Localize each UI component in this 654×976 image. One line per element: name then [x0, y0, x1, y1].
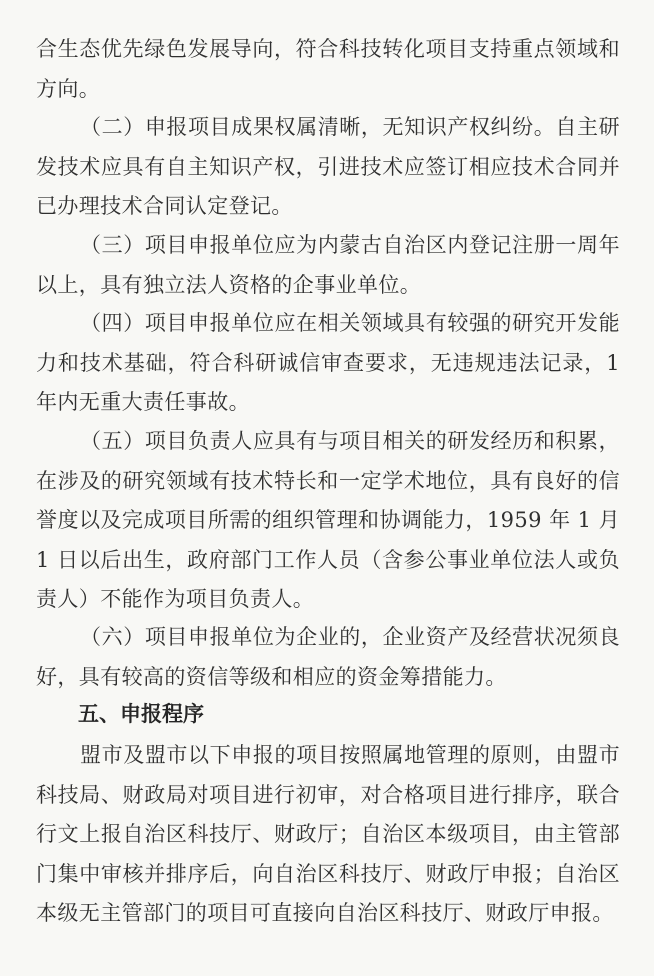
paragraph-item-2: （二）申报项目成果权属清晰，无知识产权纠纷。自主研发技术应具有自主知识产权，引进技术应签订相应技术合同并已办理技术合同认定登记。	[36, 115, 620, 218]
paragraph-item-4: （四）项目申报单位应在相关领域具有较强的研究开发能力和技术基础，符合科研诚信审查要求，无违规违法记录，1 年内无重大责任事故。	[36, 311, 620, 414]
paragraph-procedure: 盟市及盟市以下申报的项目按照属地管理的原则，由盟市科技局、财政局对项目进行初审，对合格项目进行排序，联合行文上报自治区科技厅、财政厅；自治区本级项目，由主管部门集中审核并排序后，向自治区科技厅、财政厅申报；自治区本级无主管部门的项目可直接向自治区科技厅、财政厅申报。	[36, 743, 620, 925]
paragraph-item-6: （六）项目申报单位为企业的，企业资产及经营状况须良好，具有较高的资信等级和相应的资金筹措能力。	[36, 625, 620, 689]
section-heading: 五、申报程序	[78, 702, 204, 726]
paragraph-item-3: （三）项目申报单位应为内蒙古自治区内登记注册一周年以上，具有独立法人资格的企事业单位。	[36, 233, 620, 297]
paragraph-item-5: （五）项目负责人应具有与项目相关的研发经历和积累，在涉及的研究领域有技术特长和一定学术地位，具有良好的信誉度以及完成项目所需的组织管理和协调能力，1959 年 1 月 1 日以后出生，政府部门工作人员（含参公事业单位法人或负责人）不能作为项目负责人。	[36, 429, 620, 611]
paragraph-continuation: 合生态优先绿色发展导向，符合科技转化项目支持重点领域和方向。	[36, 37, 620, 101]
